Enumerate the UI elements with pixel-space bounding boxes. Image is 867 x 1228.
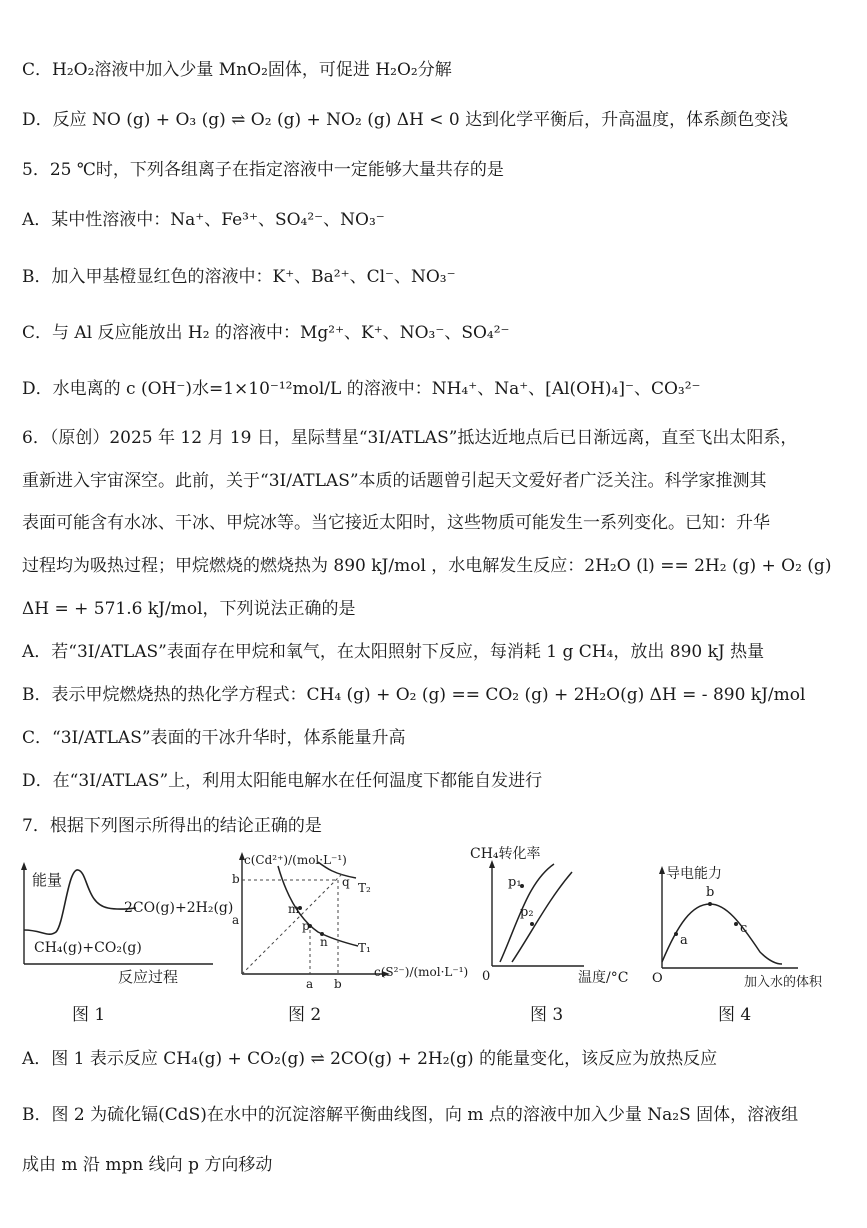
- fig2-b-tick: b: [232, 872, 240, 886]
- fig2-ylabel: c(Cd²⁺)/(mol·L⁻¹): [244, 853, 347, 867]
- fig2-t2-label: T₂: [358, 881, 371, 895]
- option-c-h2o2: C．H₂O₂溶液中加入少量 MnO₂固体，可促进 H₂O₂分解: [22, 60, 452, 80]
- q6-option-c: C．“3I/ATLAS”表面的干冰升华时，体系能量升高: [22, 728, 406, 748]
- fig3-origin: 0: [482, 969, 491, 984]
- fig1-xlabel: 反应过程: [118, 968, 179, 986]
- fig2-xb-tick: b: [334, 977, 342, 991]
- fig2-xa-tick: a: [306, 977, 314, 991]
- q7-option-b-line-1: B．图 2 为硫化镉(CdS)在水中的沉淀溶解平衡曲线图，向 m 点的溶液中加入少量 Na₂S 固体，溶液组: [22, 1105, 799, 1125]
- fig3-xlabel: 温度/°C: [578, 970, 629, 986]
- question-7-stem: 7．根据下列图示所得出的结论正确的是: [22, 816, 322, 836]
- fig4-c-label: c: [740, 921, 748, 936]
- fig2-t1-label: T₁: [358, 941, 371, 955]
- q6-option-a: A．若“3I/ATLAS”表面存在甲烷和氧气，在太阳照射下反应，每消耗 1 g CH₄，放出 890 kJ 热量: [22, 642, 765, 662]
- q6-option-d: D．在“3I/ATLAS”上，利用太阳能电解水在任何温度下都能自发进行: [22, 771, 543, 791]
- question-6-line-4: 过程均为吸热过程；甲烷燃烧的燃烧热为 890 kJ/mol ，水电解发生反应：2H₂O (l) == 2H₂ (g) + O₂ (g): [22, 556, 832, 576]
- fig4-origin: O: [652, 971, 663, 986]
- fig2-xlabel: c(S²⁻)/(mol·L⁻¹): [374, 965, 469, 979]
- figure-2-caption: 图 2: [288, 1005, 322, 1025]
- question-5-stem: 5．25 ℃时，下列各组离子在指定溶液中一定能够大量共存的是: [22, 160, 504, 180]
- q7-option-a: A．图 1 表示反应 CH₄(g) + CO₂(g) ⇌ 2CO(g) + 2H₂(g) 的能量变化，该反应为放热反应: [22, 1049, 718, 1069]
- fig1-reactant-label: CH₄(g)+CO₂(g): [34, 940, 142, 956]
- fig1-ylabel: 能量: [32, 871, 63, 889]
- question-6-line-3: 表面可能含有水冰、干冰、甲烷冰等。当它接近太阳时，这些物质可能发生一系列变化。已知：升华: [22, 513, 770, 533]
- fig2-p-label: p: [302, 919, 310, 933]
- fig2-a-tick: a: [232, 913, 240, 927]
- question-6-line-1: 6．（原创）2025 年 12 月 19 日，星际彗星“3I/ATLAS”抵达近地点后已日渐远离，直至飞出太阳系，: [22, 428, 798, 448]
- fig4-a-label: a: [680, 933, 688, 948]
- fig2-n-label: n: [320, 935, 328, 949]
- figure-3: [468, 842, 648, 992]
- fig4-ylabel: 导电能力: [666, 866, 722, 882]
- q5-option-b: B．加入甲基橙显红色的溶液中：K⁺、Ba²⁺、Cl⁻、NO₃⁻: [22, 267, 456, 287]
- fig1-product-label: 2CO(g)+2H₂(g): [124, 900, 234, 916]
- figure-4: [648, 864, 863, 992]
- question-6-line-2: 重新进入宇宙深空。此前，关于“3I/ATLAS”本质的话题曾引起天文爱好者广泛关注。科学家推测其: [22, 471, 767, 491]
- q6-option-b: B．表示甲烷燃烧热的热化学方程式：CH₄ (g) + O₂ (g) == CO₂ (g) + 2H₂O(g) ΔH = - 890 kJ/mol: [22, 685, 806, 705]
- figure-1: [18, 860, 234, 990]
- fig4-b-label: b: [706, 885, 715, 900]
- fig3-p1-label: p₁: [508, 875, 522, 890]
- option-d-no-o3: D．反应 NO (g) + O₃ (g) ⇌ O₂ (g) + NO₂ (g) ΔH < 0 达到化学平衡后，升高温度，体系颜色变浅: [22, 110, 789, 130]
- fig2-m-label: m: [288, 902, 300, 916]
- q5-option-a: A．某中性溶液中：Na⁺、Fe³⁺、SO₄²⁻、NO₃⁻: [22, 210, 385, 230]
- q5-option-c: C．与 Al 反应能放出 H₂ 的溶液中：Mg²⁺、K⁺、NO₃⁻、SO₄²⁻: [22, 323, 510, 343]
- figure-3-caption: 图 3: [530, 1005, 564, 1025]
- q7-option-b-line-2: 成由 m 沿 mpn 线向 p 方向移动: [22, 1155, 273, 1175]
- figure-1-caption: 图 1: [72, 1005, 106, 1025]
- fig3-ylabel: CH₄转化率: [470, 846, 541, 862]
- fig2-q-label: q: [342, 875, 350, 889]
- q5-option-d: D．水电离的 c (OH⁻)水=1×10⁻¹²mol/L 的溶液中：NH₄⁺、Na⁺、[Al(OH)₄]⁻、CO₃²⁻: [22, 379, 701, 399]
- figure-2: [226, 846, 469, 991]
- figure-4-caption: 图 4: [718, 1005, 752, 1025]
- fig4-xlabel: 加入水的体积: [744, 975, 823, 990]
- fig3-p2-label: p₂: [520, 905, 534, 920]
- question-6-line-5: ΔH = + 571.6 kJ/mol，下列说法正确的是: [22, 599, 356, 619]
